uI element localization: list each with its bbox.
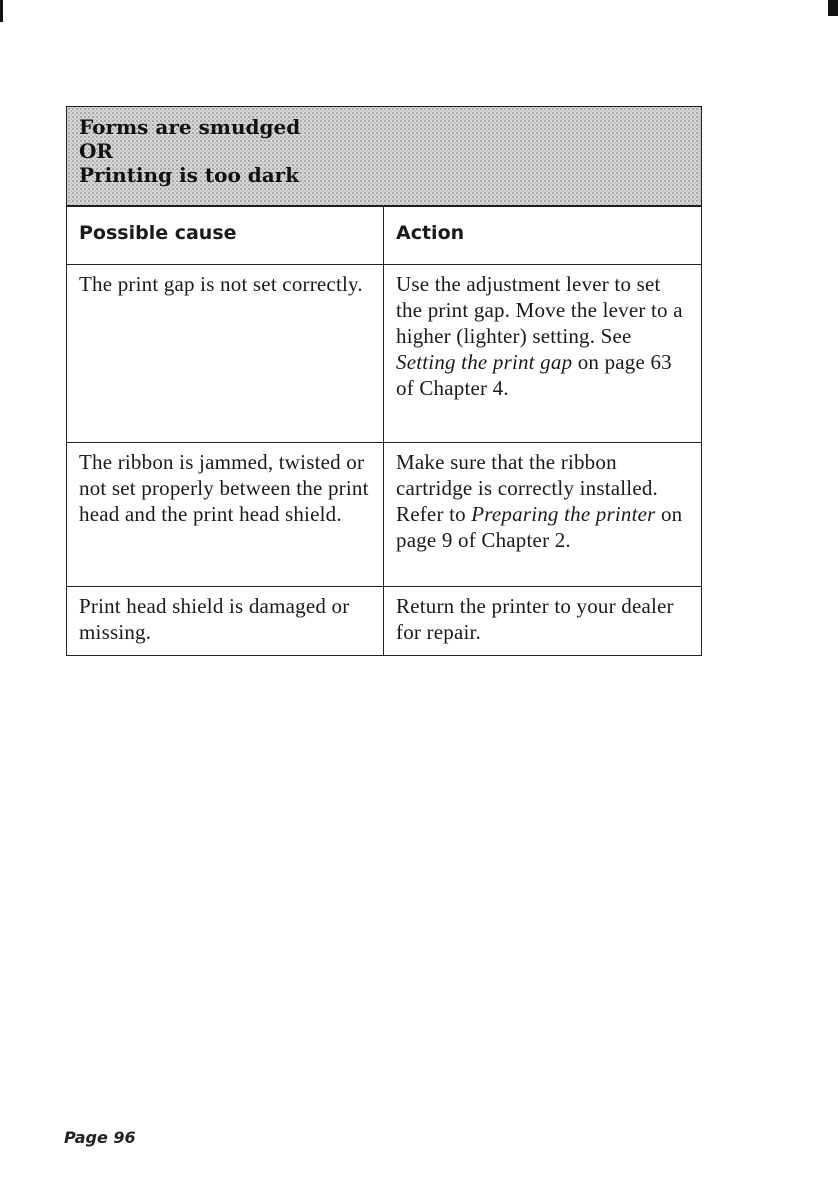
table-row — [67, 265, 701, 443]
cause-cell: The ribbon is jammed, twisted or not set properly between the print head and the print head shield. — [67, 443, 384, 586]
scan-edge-mark-right — [828, 0, 838, 16]
problem-title-line-3: Printing is too dark — [79, 163, 300, 187]
action-cell — [384, 587, 701, 655]
action-text-end: on page 9 of Chapter 2. — [396, 502, 683, 552]
action-text: Make sure that the ribbon cartridge is correctly installed. Refer to — [396, 450, 658, 526]
cross-reference: Setting the print gap — [396, 350, 573, 374]
scan-edge-mark-left — [0, 0, 3, 22]
cause-cell: The print gap is not set correctly. — [67, 265, 384, 442]
action-cell — [384, 443, 701, 586]
cause-cell: Print head shield is damaged or missing. — [67, 587, 384, 655]
cross-reference: Preparing the printer — [471, 502, 656, 526]
action-cell — [384, 265, 701, 442]
problem-title-line-2: OR — [79, 139, 114, 163]
problem-title-line-1: Forms are smudged — [79, 115, 301, 139]
action-text-end: on page 63 of Chapter 4. — [396, 350, 672, 400]
action-text: Use the adjustment lever to set the print gap. Move the lever to a higher (lighter) setting. See — [396, 272, 683, 348]
header-action: Action — [396, 222, 465, 244]
problem-title-band — [67, 107, 701, 207]
troubleshooting-table — [66, 106, 702, 656]
table-row — [67, 443, 701, 587]
page-number: Page 96 — [64, 1128, 136, 1147]
action-text: Return the printer to your dealer for repair. — [396, 594, 674, 644]
table-header-row — [67, 207, 701, 265]
header-possible-cause: Possible cause — [67, 207, 384, 264]
table-row — [67, 587, 701, 655]
